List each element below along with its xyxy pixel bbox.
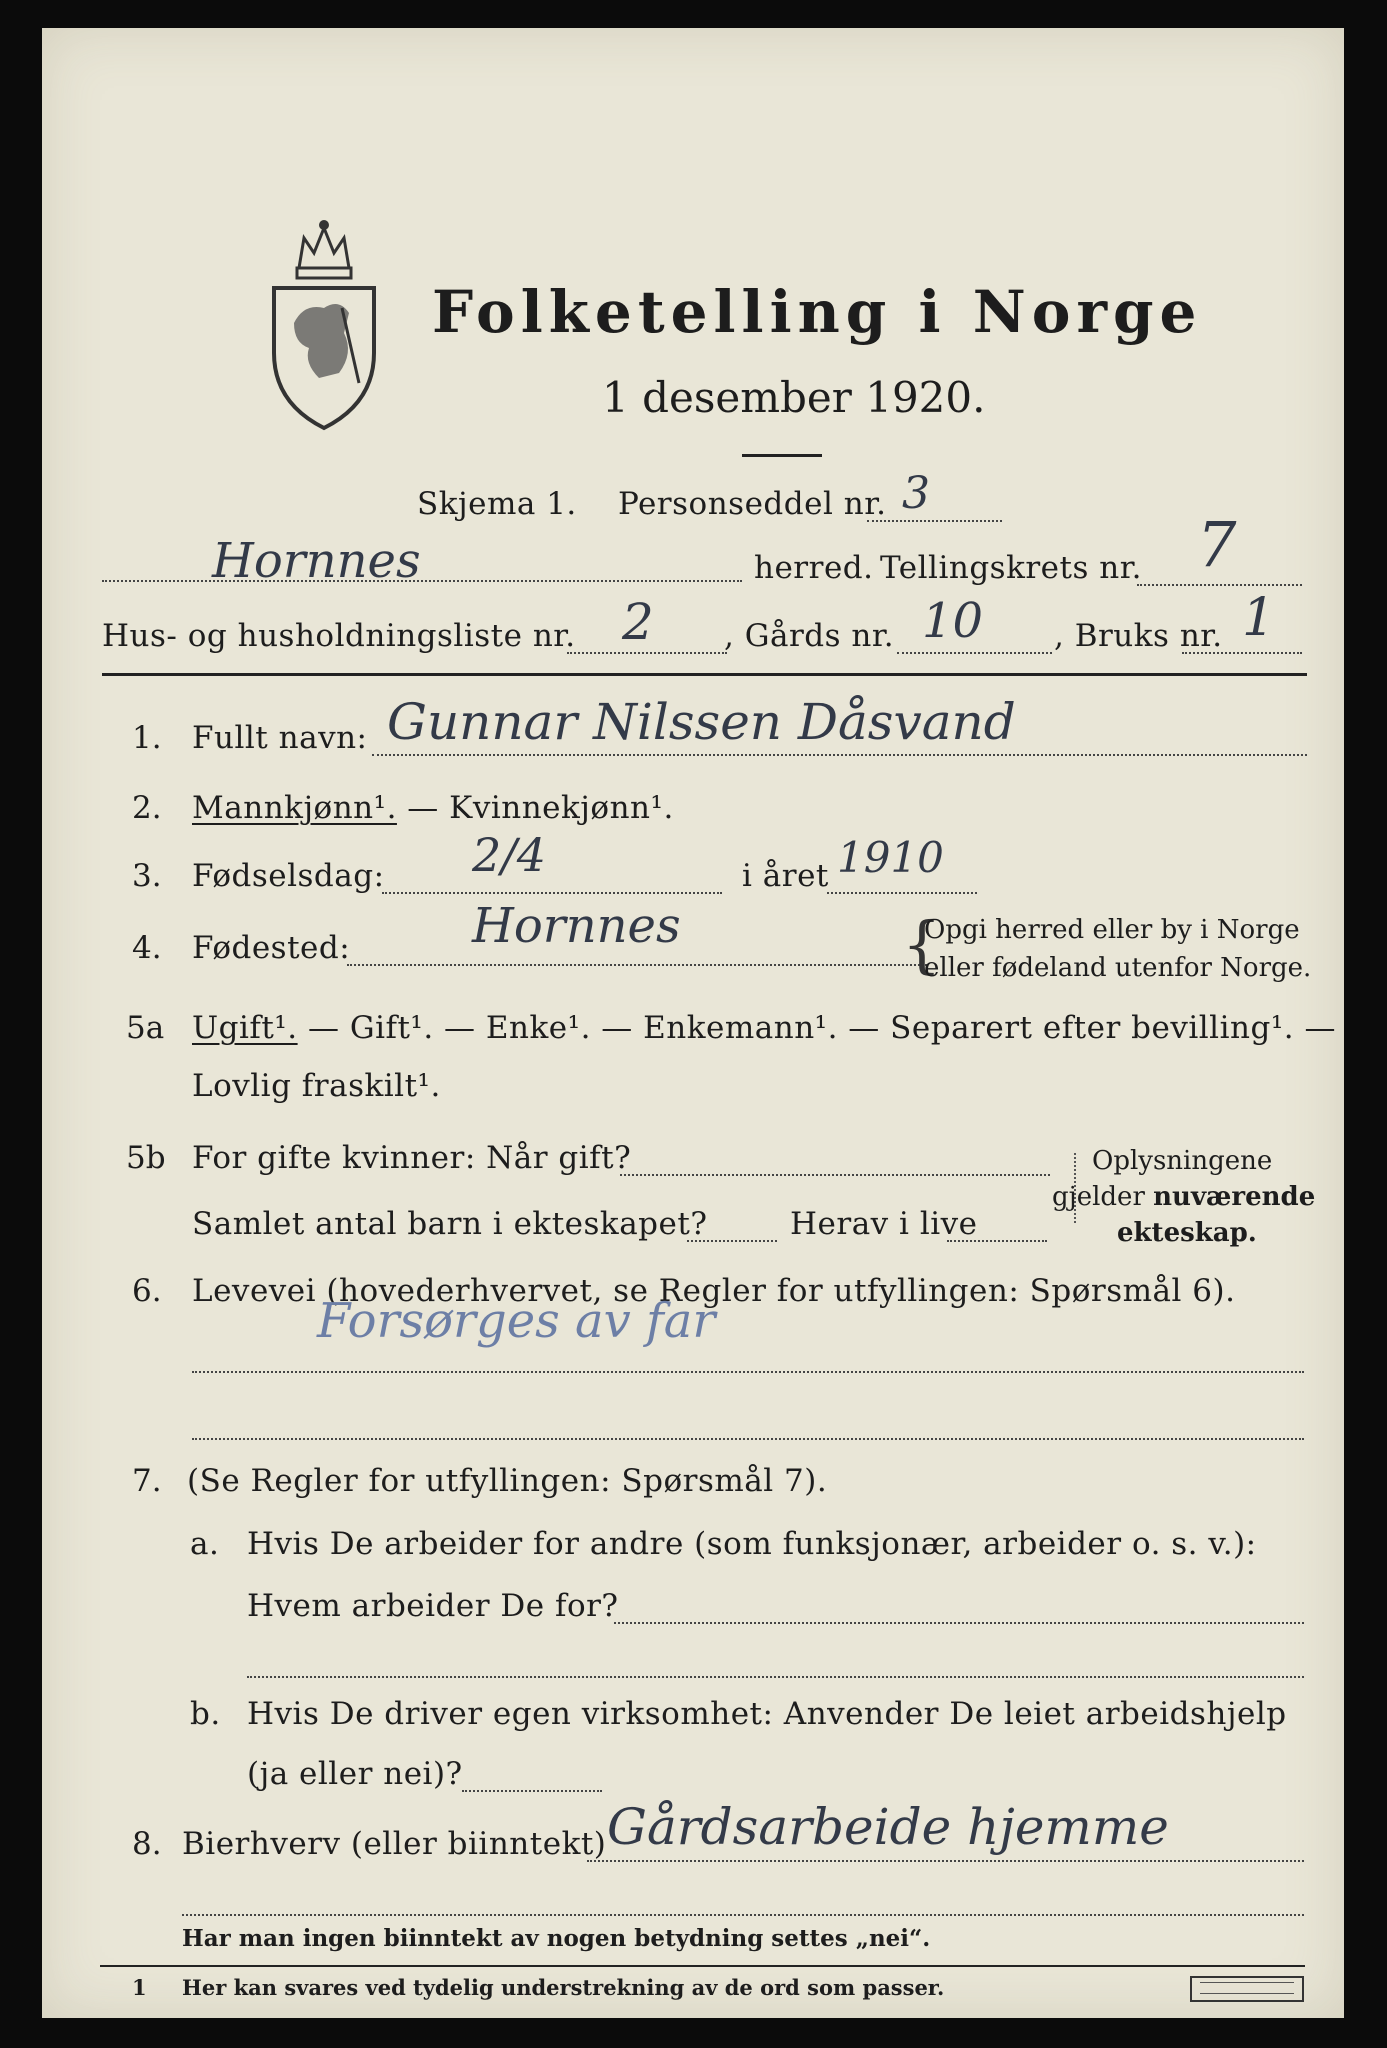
bruks-label: , Bruks nr.: [1054, 618, 1223, 654]
q5b-note-line2: gjelder nuværende: [1052, 1182, 1316, 1212]
q5b-when-married-label: For gifte kvinner: Når gift?: [192, 1140, 632, 1176]
occupation-value: Forsørges av far: [317, 1293, 716, 1349]
female-option: Kvinnekjønn¹.: [449, 790, 674, 826]
q7a-line1: Hvis De arbeider for andre (som funksjonær, arbeider o. s. v.):: [247, 1526, 1257, 1562]
footnote-text: Her kan svares ved tydelig understrekning av de ord som passer.: [182, 1975, 945, 2000]
marital-status-options: Ugift¹. — Gift¹. — Enke¹. — Enkemann¹. — Separert efter bevilling¹. —: [192, 1010, 1336, 1046]
title-divider: [742, 454, 822, 457]
q7b-letter: b.: [190, 1696, 221, 1732]
q7-label: (Se Regler for utfyllingen: Spørsmål 7).: [187, 1463, 828, 1499]
q5a-number: 5a: [126, 1010, 165, 1046]
q6-number: 6.: [132, 1273, 162, 1309]
ugift-option: Ugift¹.: [192, 1010, 298, 1046]
occupation-line-1: [192, 1371, 1304, 1373]
census-date: 1 desember 1920.: [602, 373, 986, 422]
form-title: Folketelling i Norge: [432, 278, 1203, 346]
birthplace-line: [347, 964, 927, 966]
personseddel-line: [867, 520, 1002, 522]
q1-number: 1.: [132, 720, 162, 756]
herred-value: Hornnes: [212, 533, 421, 589]
side-income-line-1: [587, 1860, 1304, 1862]
children-line: [687, 1240, 777, 1242]
norwegian-coat-of-arms-icon: [264, 213, 384, 433]
header-separator: [102, 673, 1307, 676]
gards-value: 10: [922, 593, 984, 649]
male-option: Mannkjønn¹.: [192, 790, 397, 826]
alive-line: [947, 1240, 1047, 1242]
side-income-line-2: [182, 1914, 1304, 1916]
q5b-note-line1: Oplysningene: [1092, 1146, 1273, 1176]
bruks-value: 1: [1242, 588, 1276, 648]
q1-line: [372, 754, 1307, 756]
tellingskrets-line: [1137, 584, 1302, 586]
skjema-label: Skjema 1.: [417, 486, 577, 522]
tellingskrets-label: Tellingskrets nr.: [880, 550, 1142, 586]
census-form-page: [42, 28, 1344, 2018]
personseddel-value: 3: [902, 468, 930, 519]
q7a-line2: Hvem arbeider De for?: [247, 1588, 619, 1624]
side-income-value: Gårdsarbeide hjemme: [607, 1798, 1169, 1856]
year-line: [827, 892, 977, 894]
q5b-note-line3: ekteskap.: [1117, 1218, 1257, 1248]
employer-line-1: [614, 1622, 1304, 1624]
q7-number: 7.: [132, 1463, 162, 1499]
full-name-value: Gunnar Nilssen Dåsvand: [387, 693, 1016, 751]
q6-label: Levevei (hovederhvervet, se Regler for utfyllingen: Spørsmål 6).: [192, 1273, 1236, 1309]
q7a-letter: a.: [190, 1526, 220, 1562]
q3-label: Fødselsdag:: [192, 858, 385, 894]
q5b-number: 5b: [126, 1140, 166, 1176]
occupation-line-2: [192, 1438, 1304, 1440]
printer-stamp: [1190, 1976, 1304, 2002]
birth-year-value: 1910: [837, 833, 944, 882]
year-label: i året: [742, 858, 829, 894]
herred-line: [102, 580, 742, 582]
husliste-line: [567, 652, 727, 654]
bruks-line: [1182, 652, 1302, 654]
birthplace-value: Hornnes: [472, 898, 681, 954]
q4-note-line1: Opgi herred eller by i Norge: [924, 915, 1300, 945]
q5b-children-label: Samlet antal barn i ekteskapet?: [192, 1206, 708, 1242]
q1-label: Fullt navn:: [192, 720, 368, 756]
personseddel-label: Personseddel nr.: [618, 486, 887, 522]
footer-separator: [100, 1965, 1305, 1967]
q7b-line1: Hvis De driver egen virksomhet: Anvender De leiet arbeidshjelp: [247, 1696, 1287, 1732]
q2-number: 2.: [132, 790, 162, 826]
husliste-value: 2: [622, 593, 654, 651]
q7b-line2: (ja eller nei)?: [247, 1756, 463, 1792]
q8-number: 8.: [132, 1826, 162, 1862]
q4-brace: {: [902, 908, 942, 981]
employer-line-2: [247, 1676, 1304, 1678]
q3-number: 3.: [132, 858, 162, 894]
herred-label: herred.: [754, 550, 874, 586]
birthday-line: [382, 892, 722, 894]
q4-label: Fødested:: [192, 930, 351, 966]
tellingskrets-value: 7: [1197, 508, 1237, 581]
q5b-alive-label: Herav i live: [790, 1206, 978, 1242]
husliste-label: Hus- og husholdningsliste nr.: [102, 618, 576, 654]
footer-note: Har man ingen biinntekt av nogen betydning settes „nei“.: [182, 1925, 931, 1952]
when-married-line: [620, 1174, 1050, 1176]
lovlig-fraskilt-option: Lovlig fraskilt¹.: [192, 1068, 441, 1104]
gards-label: , Gårds nr.: [724, 618, 895, 654]
footnote-mark: 1: [132, 1975, 147, 2000]
q4-number: 4.: [132, 930, 162, 966]
q2-sex-options: Mannkjønn¹. — Kvinnekjønn¹.: [192, 790, 674, 826]
q4-note-line2: eller fødeland utenfor Norge.: [924, 953, 1312, 983]
gards-line: [897, 652, 1052, 654]
q8-label: Bierhverv (eller biinntekt): [182, 1826, 607, 1862]
birthday-value: 2/4: [472, 828, 547, 882]
hired-help-line: [462, 1790, 602, 1792]
